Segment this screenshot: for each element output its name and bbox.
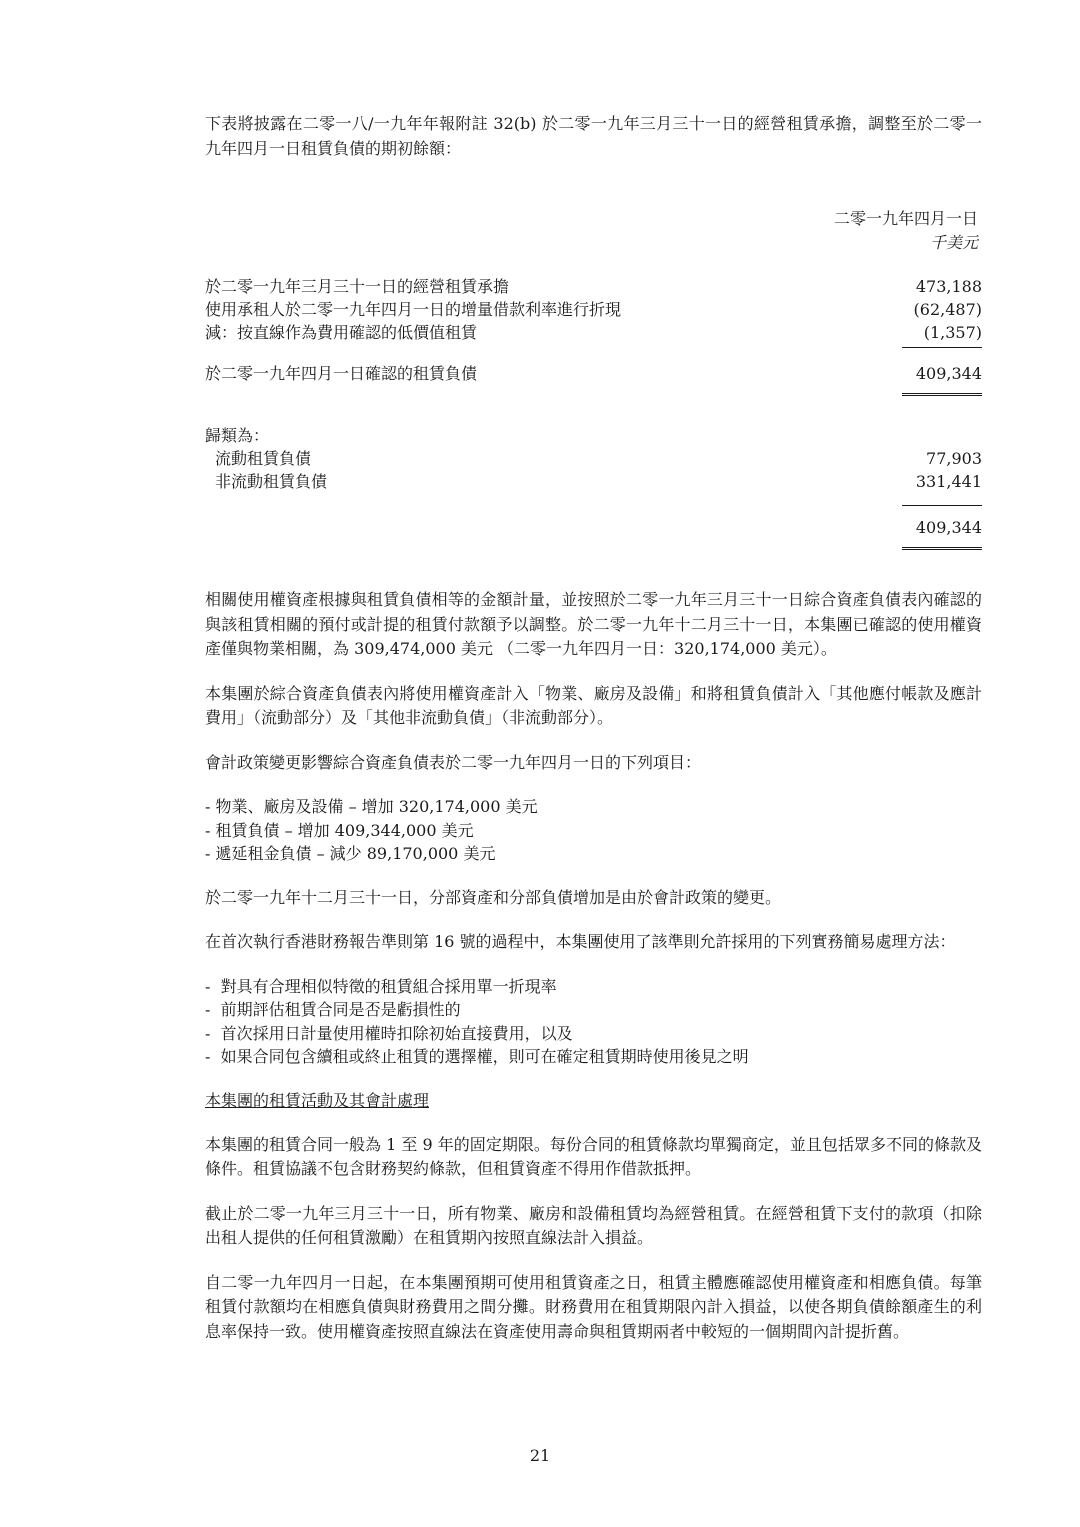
expedients-list — [205, 975, 982, 1069]
rou-recognition-paragraph: 自二零一九年四月一日起，在本集團預期可使用租賃資產之日，租賃主體應確認使用權資產和相應負債。每筆租賃付款額均在相應負債與財務費用之間分攤。財務費用在租賃期限內計入損益，以使各期負債餘額產生的利息率保持一致。使用權資產按照直線法在資產使用壽命與租賃期兩者中較短的一個期間內計提折舊。 — [205, 1272, 982, 1341]
intro-paragraph: 下表將披露在二零一八/一九年年報附註 32(b) 於二零一九年三月三十一日的經營租賃承擔，調整至於二零一九年四月一日租賃負債的期初餘額： — [205, 114, 982, 158]
classified-heading: 歸類為： — [205, 426, 270, 445]
page-number: 21 — [529, 1446, 551, 1465]
list-item: - 租賃負債 – 增加 409,344,000 美元 — [205, 820, 474, 840]
section-heading: 本集團的租賃活動及其會計處理 — [205, 1090, 430, 1110]
row-label: 使用承租人於二零一九年四月一日的增量借款利率進行折現 — [205, 300, 622, 319]
row-value: 331,441 — [915, 472, 982, 491]
operating-lease-paragraph: 截止於二零一九年三月三十一日，所有物業、廠房和設備租賃均為經營租賃。在經營租賃下支付的款項（扣除出租人提供的任何租賃激勵）在租賃期內按照直線法計入損益。 — [205, 1203, 982, 1247]
table-row — [205, 275, 982, 298]
list-item: - 遞延租金負債 – 減少 89,170,000 美元 — [205, 844, 496, 863]
table-row — [205, 447, 982, 470]
list-item: - 對具有合理相似特徵的租賃組合採用單一折現率 — [205, 976, 557, 996]
balance-sheet-paragraph: 本集團於綜合資產負債表內將使用權資產計入「物業、廠房及設備」和將租賃負債計入「其他應付帳款及應計費用」（流動部分）及「其他非流動負債」（非流動部分）。 — [205, 683, 982, 727]
table-total-row — [205, 362, 982, 396]
policy-change-list — [205, 795, 982, 866]
table-row — [205, 321, 982, 348]
total-value: 409,344 — [902, 362, 982, 396]
expedients-paragraph: 在首次執行香港財務報告準則第 16 號的過程中，本集團使用了該準則允許採用的下列實務簡易處理方法： — [205, 932, 956, 951]
row-value: (1,357) — [902, 321, 982, 348]
rou-asset-paragraph: 相關使用權資產根據與租賃負債相等的金額計量，並按照於二零一九年三月三十一日綜合資產負債表內確認的與該租賃相關的預付或計提的租賃付款額予以調整。於二零一九年十二月三十一日，本集團已確認的使用權資產僅與物業相關，為 309,474,000 美元 （二零一九年四月一日：320,174,000 美元）。 — [205, 590, 982, 658]
table-column-header — [205, 207, 982, 255]
lease-reconciliation-table — [205, 275, 982, 550]
table-row — [205, 470, 982, 493]
list-item: - 如果合同包含續租或終止租賃的選擇權，則可在確定租賃期時使用後見之明 — [205, 1047, 749, 1066]
list-item: - 首次採用日計量使用權時扣除初始直接費用，以及 — [205, 1023, 573, 1043]
lease-terms-paragraph: 本集團的租賃合同一般為 1 至 9 年的固定期限。每份合同的租賃條款均單獨商定，並且包括眾多不同的條款及條件。租賃協議不包含財務契約條款，但租賃資產不得用作借款抵押。 — [205, 1134, 982, 1178]
classified-total-row — [205, 505, 982, 550]
row-label: 於二零一九年三月三十一日的經營租賃承擔 — [205, 277, 510, 296]
row-value: 473,188 — [915, 277, 982, 296]
row-label: 流動租賃負債 — [215, 449, 312, 468]
row-value: 77,903 — [926, 449, 982, 468]
table-date-header: 二零一九年四月一日 — [833, 209, 978, 228]
list-item: - 物業、廠房及設備 – 增加 320,174,000 美元 — [205, 797, 538, 816]
policy-change-paragraph: 會計政策變更影響綜合資產負債表於二零一九年四月一日的下列項目： — [205, 752, 702, 772]
row-label: 減：按直線作為費用確認的低價值租賃 — [205, 323, 478, 342]
total-label: 於二零一九年四月一日確認的租賃負債 — [205, 364, 478, 383]
document-body — [205, 112, 982, 1344]
list-item: - 前期評估租賃合同是否是虧損性的 — [205, 1000, 461, 1019]
table-unit-header: 千美元 — [929, 233, 978, 252]
row-label: 非流動租賃負債 — [215, 472, 328, 491]
row-value: (62,487) — [913, 300, 982, 319]
table-row — [205, 298, 982, 321]
segment-paragraph: 於二零一九年十二月三十一日，分部資產和分部負債增加是由於會計政策的變更。 — [205, 887, 782, 907]
classified-total-value: 409,344 — [902, 505, 982, 550]
